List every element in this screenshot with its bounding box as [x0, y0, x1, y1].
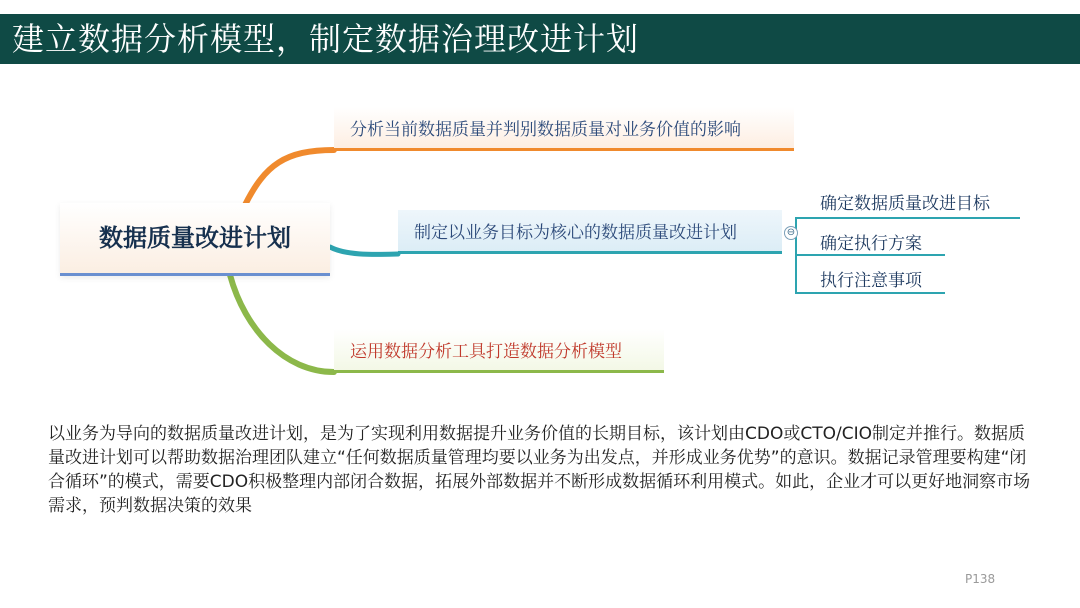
sub-topic-plan: 确定执行方案	[820, 234, 922, 254]
sub-topic-notes: 执行注意事项	[820, 271, 922, 291]
branch-label: 制定以业务目标为核心的数据质量改进计划	[414, 223, 737, 243]
central-topic-label: 数据质量改进计划	[99, 224, 291, 252]
branch-label: 运用数据分析工具打造数据分析模型	[350, 342, 622, 362]
description-paragraph: 以业务为导向的数据质量改进计划，是为了实现利用数据提升业务价值的长期目标，该计划由CDO或CTO/CIO制定并推行。数据质量改进计划可以帮助数据治理团队建立“任何数据质量管理均要以业务为出发点，并形成业务优势”的意识。数据记录管理要构建“闭合循环”的模式，需要CDO积极整理内部闭合数据，拓展外部数据并不断形成数据循环利用模式。如此，企业才可以更好地洞察市场需求，预判数据决策的效果	[48, 424, 1031, 516]
page-title: 建立数据分析模型，制定数据治理改进计划	[12, 20, 640, 58]
connector-branch-1	[245, 150, 334, 205]
connector-branch-2	[330, 247, 398, 254]
sub-topic-goal: 确定数据质量改进目标	[820, 194, 990, 214]
connector-branch-3	[230, 275, 334, 372]
branch-label: 分析当前数据质量并判别数据质量对业务价值的影响	[350, 120, 741, 140]
page-number: P138	[965, 572, 996, 586]
central-topic	[60, 203, 330, 276]
branch-analysis-model	[334, 329, 664, 373]
branch-improvement-plan	[398, 210, 782, 254]
collapse-toggle-icon[interactable]: ⊖	[784, 226, 798, 240]
branch-analyze-quality	[334, 107, 794, 151]
